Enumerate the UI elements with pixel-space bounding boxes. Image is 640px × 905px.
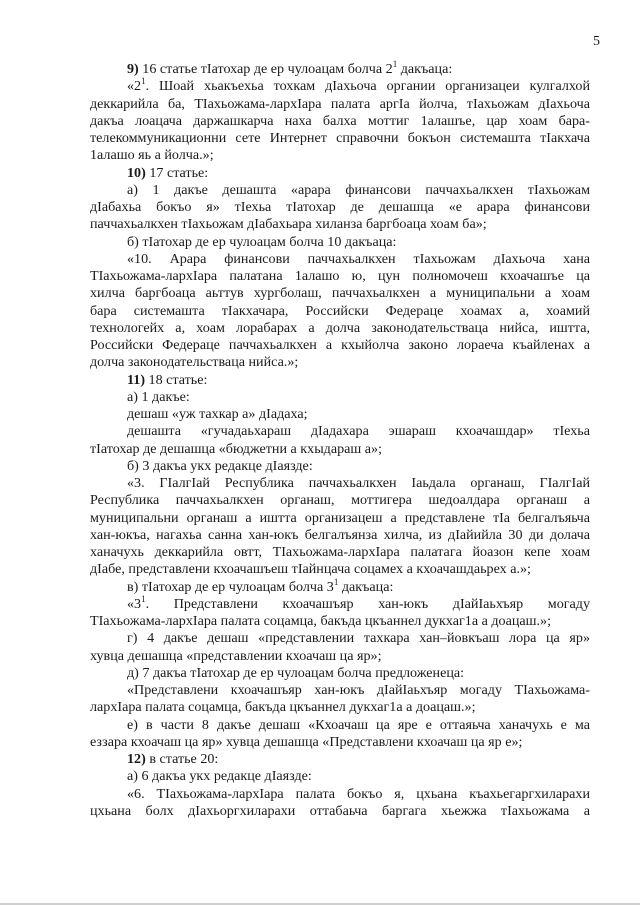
text-run: бара системашта тIакхачара, Российски Федераце хоамах а, хоамий bbox=[90, 302, 590, 319]
text-run: д) 7 дакъа тIатохар де ер чулоацам болча предложенеца: bbox=[127, 664, 465, 681]
text-line bbox=[90, 699, 590, 716]
text-line bbox=[90, 285, 590, 302]
text-run: а) 1 дакъе дешашта «арара финансови паччахьалкхен тIахьожам bbox=[127, 181, 590, 198]
text-run: в) тIатохар де ер чулоацам болча 3 bbox=[127, 578, 334, 595]
text-line bbox=[90, 423, 590, 440]
paragraph bbox=[90, 475, 590, 579]
paragraph bbox=[90, 251, 590, 372]
text-line bbox=[90, 182, 590, 199]
text-line bbox=[90, 199, 590, 216]
text-run: «3. ГIалгIай Республика паччахьалкхен Iаьдала органаш, ГIалгIай bbox=[127, 475, 590, 491]
text-run: а) 1 дакъе: bbox=[127, 388, 190, 405]
text-run: хилча баргбоаца аьттув хургболаш, паччахьалкхен а муниципальни а хоам bbox=[90, 285, 590, 302]
paragraph bbox=[90, 682, 590, 717]
text-line bbox=[90, 268, 590, 285]
text-run: . Представлени кхоачашъяр хан-юкъ дIайIаьхъяр могаду bbox=[145, 595, 590, 612]
text-run: 1алашо яь а йолча.»; bbox=[90, 147, 214, 164]
paragraph bbox=[90, 78, 590, 164]
text-run: хан-юкъа, нагахьа санна хан-юкъ белгалъянза хилча, из дIайийла 30 ди долача bbox=[90, 526, 590, 543]
text-line bbox=[90, 78, 590, 95]
text-line bbox=[90, 475, 590, 492]
document-body bbox=[90, 61, 590, 820]
superscript: 1 bbox=[141, 76, 146, 87]
item-number: 9) bbox=[127, 61, 139, 77]
text-line bbox=[90, 113, 590, 130]
paragraph bbox=[90, 751, 590, 768]
text-run: а) 6 дакъа укх редакце дIаязде: bbox=[127, 768, 312, 785]
text-run: дакъа лоацача даржашкарча наха балха моттиг 1алашъе, цар хоам бара- bbox=[90, 112, 590, 129]
text-line bbox=[90, 492, 590, 509]
text-line bbox=[90, 786, 590, 803]
text-run: ханачухь деккарийла овтт, ТIахьожама-лархIара палатага йоазон кепе хоам bbox=[90, 544, 590, 560]
text-line bbox=[90, 130, 590, 147]
text-run: г) 4 дакъе дешаш «представлении тахкара хан–йовкъаш лора ца яр» bbox=[127, 630, 590, 647]
paragraph bbox=[90, 593, 590, 631]
text-line bbox=[90, 251, 590, 268]
text-run: телекоммуникационни сете Интернет справочни бокъон системашта тIакхача bbox=[90, 130, 590, 146]
text-run: дешаш «уж тахкар а» дIадаха; bbox=[127, 406, 308, 422]
text-line bbox=[90, 803, 590, 820]
text-line bbox=[90, 337, 590, 354]
text-line bbox=[90, 354, 590, 371]
paragraph bbox=[90, 786, 590, 821]
page-number: 5 bbox=[593, 34, 600, 49]
text-line bbox=[90, 527, 590, 544]
text-line bbox=[90, 303, 590, 320]
item-number: 12) bbox=[127, 751, 146, 767]
text-run: технологейх а, хоам лорабарах а долча законодательстваца нийса, иштта, bbox=[90, 319, 590, 336]
paragraph bbox=[90, 576, 590, 596]
paragraph bbox=[90, 717, 590, 752]
text-run: ТIахьожама-лархIара палатана 1алашо ю, цун полномочеш кхоачашъе ца bbox=[90, 268, 590, 284]
paragraph bbox=[90, 389, 590, 406]
text-run: ТIахьожама-лархIара палата соцамца, бакъда цкъаннел дукхаг1а а доацаш.»; bbox=[90, 613, 551, 629]
paragraph bbox=[90, 423, 590, 458]
paragraph bbox=[90, 665, 590, 682]
paragraph bbox=[90, 768, 590, 785]
text-run: 18 статье: bbox=[145, 371, 208, 388]
paragraph bbox=[90, 61, 590, 78]
text-run: «2 bbox=[127, 78, 142, 95]
text-run: муниципальни органаш а иштта организацеш а представлене тIа белгалъяьча bbox=[90, 509, 590, 526]
text-run: хувца дешашца «представлении кхоачаш ца яр»; bbox=[90, 647, 382, 664]
paragraph bbox=[90, 165, 590, 182]
text-run: дешашта «гучадаьхараш дIадахара эшараш кхоачашдар» тIехьа bbox=[127, 423, 590, 440]
text-run: дIабе, представлени кхоачашъеш тIайнцача соцамех а кхоачашдаьрех а.»; bbox=[90, 561, 531, 578]
text-run: «3 bbox=[127, 595, 142, 612]
superscript: 1 bbox=[141, 593, 146, 604]
text-run: 16 статье тIатохар де ер чулоацам болча 2 bbox=[138, 61, 393, 77]
text-line bbox=[90, 648, 590, 665]
paragraph bbox=[90, 406, 590, 423]
text-run: лархIара палата соцамца, бакъда цкъаннел дукхаг1а а доацаш.»; bbox=[90, 699, 476, 716]
paragraph bbox=[90, 182, 590, 234]
paragraph bbox=[90, 372, 590, 389]
text-line bbox=[90, 147, 590, 164]
text-line bbox=[90, 96, 590, 113]
text-run: 17 статье: bbox=[145, 164, 209, 181]
text-run: е) в части 8 дакъе дешаш «Кхоачаш ца яре е оттаяьча ханачухь е ма bbox=[127, 716, 590, 733]
paragraph bbox=[90, 458, 590, 475]
text-line bbox=[90, 593, 590, 613]
text-line bbox=[90, 734, 590, 751]
paragraph bbox=[90, 630, 590, 665]
text-line bbox=[90, 216, 590, 233]
text-run: цхьана болх дIахьоргхиларахи оттабаьча баргага хьежжа тIахьожама а bbox=[90, 802, 590, 819]
text-line bbox=[90, 510, 590, 527]
text-run: «6. ТIахьожама-лархIара палата бокъо я, цхьана къахьегаргхиларахи bbox=[127, 785, 590, 802]
text-run: в статье 20: bbox=[145, 751, 219, 767]
text-run: «Представлени кхоачашъяр хан-юкъ дIайIаьхъяр могаду ТIахьожама- bbox=[127, 682, 590, 698]
paragraph bbox=[90, 234, 590, 251]
text-run: . Шоай хьакъехьа тохкам дIахьоча органии организацеи кулгалхой bbox=[145, 78, 590, 95]
text-run: дакъаца: bbox=[397, 61, 453, 77]
text-run: дакъаца: bbox=[338, 578, 394, 595]
superscript: 1 bbox=[333, 576, 339, 587]
text-run: б) тIатохар де ер чулоацам болча 10 дакъаца: bbox=[127, 233, 397, 250]
text-run: дIабахьа бокъо я» тIехьа тIатохар де дешашца «е арара финансови bbox=[90, 199, 590, 215]
text-run: долча законодательстваца нийса.»; bbox=[90, 354, 299, 371]
item-number: 11) bbox=[127, 371, 146, 388]
superscript: 1 bbox=[392, 59, 398, 69]
text-run: «10. Арара финансови паччахьалкхен тIахьожам дIахьоча хана bbox=[127, 250, 590, 267]
text-line bbox=[90, 630, 590, 647]
text-line bbox=[90, 544, 590, 561]
item-number: 10) bbox=[127, 164, 146, 181]
text-run: тIатохар де дешашца «бюджетни а кхыдараш а»; bbox=[90, 440, 382, 457]
text-line bbox=[90, 613, 590, 630]
text-line bbox=[90, 682, 590, 699]
text-run: еззара кхоачаш ца яр» хувца дешашца «Представлени кхоачаш ца яр е»; bbox=[90, 733, 523, 750]
text-run: Российски Федераце паччахьалкхен а кхыйолча законо лораеча къайленах а bbox=[90, 337, 590, 353]
text-line bbox=[90, 320, 590, 337]
text-line bbox=[90, 441, 590, 458]
text-run: паччахьалкхен тIахьожам дIабахьара хиланза баргбоаца хоам ба»; bbox=[90, 216, 487, 233]
text-line bbox=[90, 717, 590, 734]
text-run: б) 3 дакъа укх редакце дIаязде: bbox=[127, 457, 313, 474]
text-run: деккарийла ба, ТIахьожама-лархIара палата аргIа йолча, тIахьожам дIахьоча bbox=[90, 95, 590, 112]
text-run: Республика паччахьалкхен органаш, моттигера шедоалдара органаш а bbox=[90, 492, 590, 509]
text-line bbox=[90, 561, 590, 578]
